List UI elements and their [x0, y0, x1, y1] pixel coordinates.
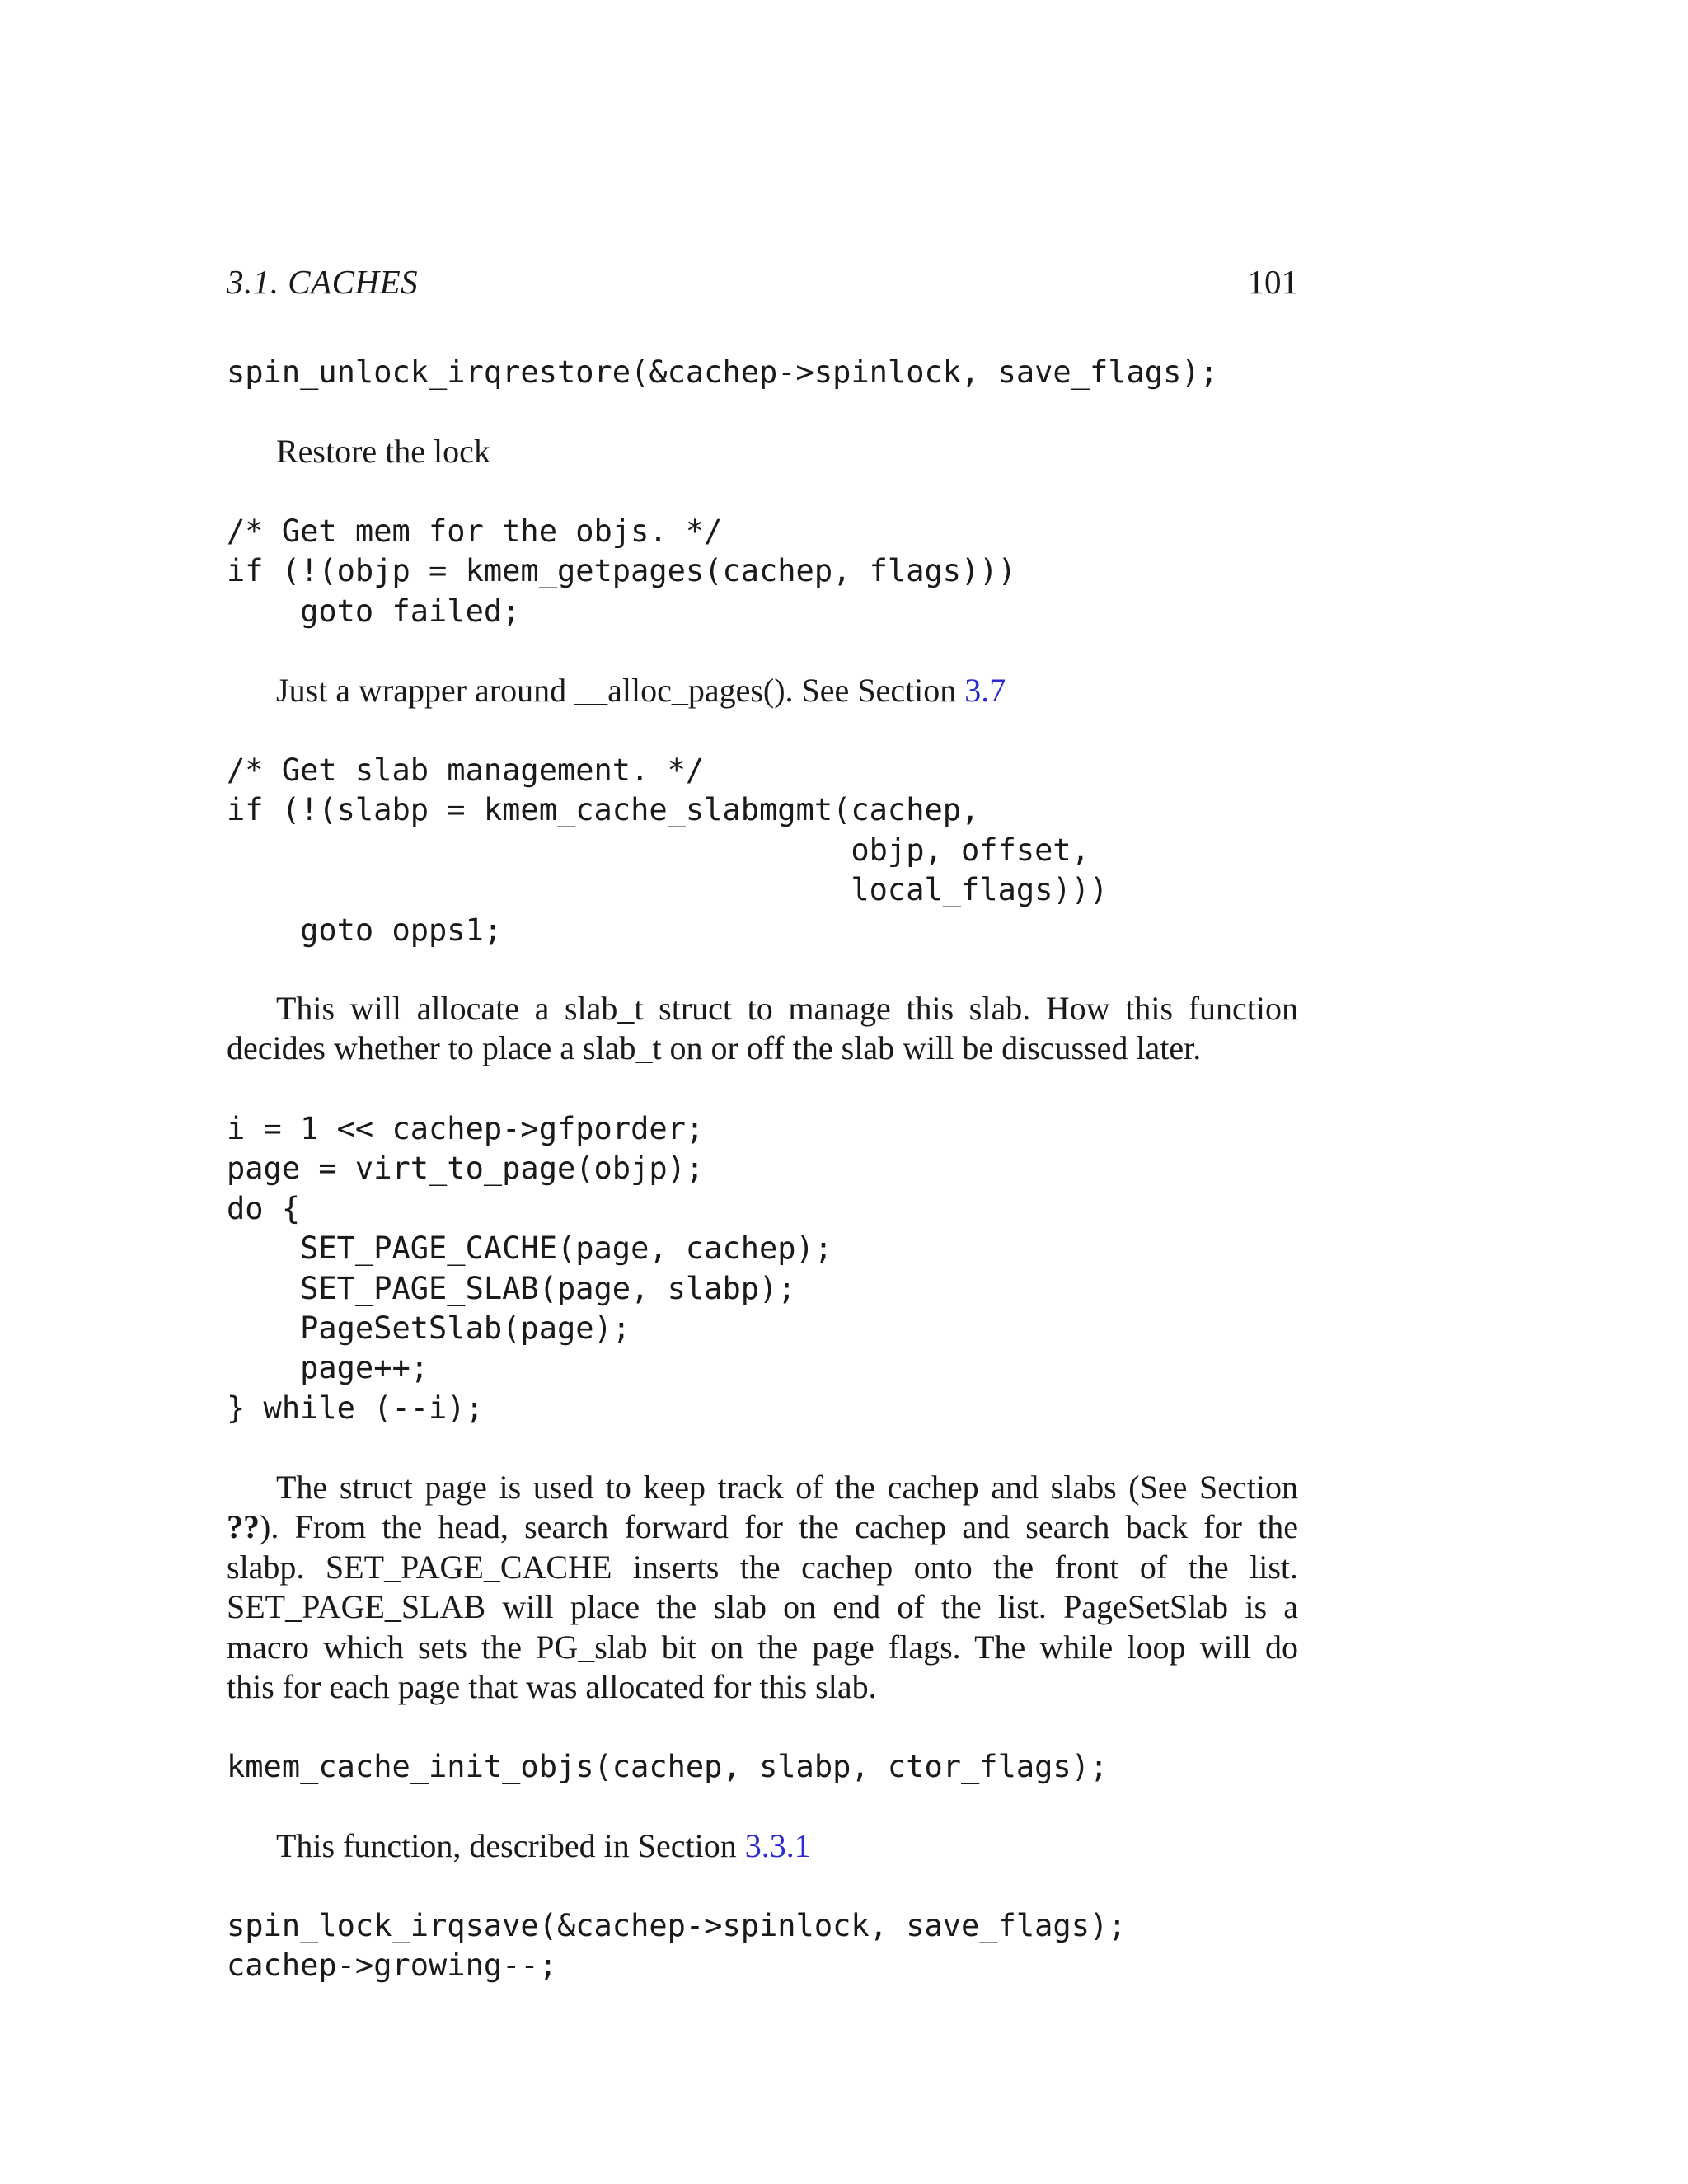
paragraph-init-objs [227, 1826, 1298, 1866]
code-line: i = 1 << cachep->gfporder; [227, 1111, 705, 1146]
code-block-unlock [227, 353, 1218, 392]
paragraph-line [227, 1507, 1298, 1547]
paragraph-line: decides whether to place a slab_t on or off the slab will be discussed later. [227, 1029, 1202, 1067]
code-line: page++; [227, 1350, 429, 1386]
paragraph-line: SET_PAGE_SLAB will place the slab on end of the list. PageSetSlab is a [227, 1588, 1298, 1626]
paragraph-line: macro which sets the PG_slab bit on the page flags. The while loop will do [227, 1628, 1298, 1666]
code-block-getpages [227, 512, 1016, 631]
paragraph-struct-page [227, 1468, 1298, 1707]
code-line: local_flags))) [227, 872, 1109, 908]
paragraph-line: this for each page that was allocated for this slab. [227, 1667, 877, 1705]
code-line: page = virt_to_page(objp); [227, 1151, 705, 1187]
code-block-slabmgmt [227, 751, 1108, 950]
paragraph-text: Just a wrapper around __alloc_pages(). See Section [276, 672, 965, 709]
paragraph-text: ). From the head, search forward for the cachep and search back for the [260, 1508, 1298, 1546]
paragraph-line [227, 989, 1298, 1029]
code-line: PageSetSlab(page); [227, 1310, 631, 1346]
code-block-page-loop [227, 1109, 832, 1428]
code-line: spin_unlock_irqrestore(&cachep->spinlock, save_flags); [227, 354, 1218, 390]
paragraph-line [227, 1468, 1298, 1507]
code-line: SET_PAGE_SLAB(page, slabp); [227, 1270, 796, 1306]
paragraph-text: This will allocate a slab_t struct to manage this slab. How this function [276, 990, 1298, 1027]
code-line: SET_PAGE_CACHE(page, cachep); [227, 1230, 833, 1267]
code-block-lock [227, 1906, 1127, 1986]
code-line: spin_lock_irqsave(&cachep->spinlock, save_flags); [227, 1908, 1127, 1943]
code-block-init-objs [227, 1747, 1108, 1787]
code-line: do { [227, 1190, 301, 1226]
paragraph-text: Restore the lock [276, 433, 490, 470]
paragraph-text: The struct page is used to keep track of the cachep and slabs (See Section [276, 1469, 1298, 1506]
code-line: if (!(objp = kmem_getpages(cachep, flags))) [227, 553, 1016, 589]
code-line: cachep->growing--; [227, 1947, 557, 1984]
unresolved-ref: ?? [227, 1508, 260, 1546]
code-line: /* Get slab management. */ [227, 752, 705, 788]
running-header [227, 262, 1298, 308]
code-line: objp, offset, [227, 832, 1090, 868]
paragraph-line [227, 671, 1298, 710]
code-line: kmem_cache_init_objs(cachep, slabp, ctor_flags); [227, 1749, 1109, 1784]
page-number: 101 [1247, 263, 1298, 301]
paragraph-line [227, 1826, 1298, 1866]
code-line: } while (--i); [227, 1390, 484, 1426]
section-link[interactable]: 3.7 [964, 672, 1006, 709]
code-line: goto opps1; [227, 912, 503, 948]
paragraph-slab-alloc [227, 989, 1298, 1069]
paragraph-line [227, 432, 1298, 471]
section-title: 3.1. CACHES [227, 263, 419, 301]
paragraph-restore-lock [227, 432, 1298, 471]
code-line: if (!(slabp = kmem_cache_slabmgmt(cachep, [227, 792, 980, 828]
code-line: /* Get mem for the objs. */ [227, 513, 723, 549]
paragraph-wrapper [227, 671, 1298, 710]
section-link[interactable]: 3.3.1 [744, 1827, 811, 1864]
paragraph-line: slabp. SET_PAGE_CACHE inserts the cachep onto the front of the list. [227, 1548, 1298, 1586]
code-line: goto failed; [227, 593, 521, 629]
paragraph-text: This function, described in Section [276, 1827, 745, 1864]
